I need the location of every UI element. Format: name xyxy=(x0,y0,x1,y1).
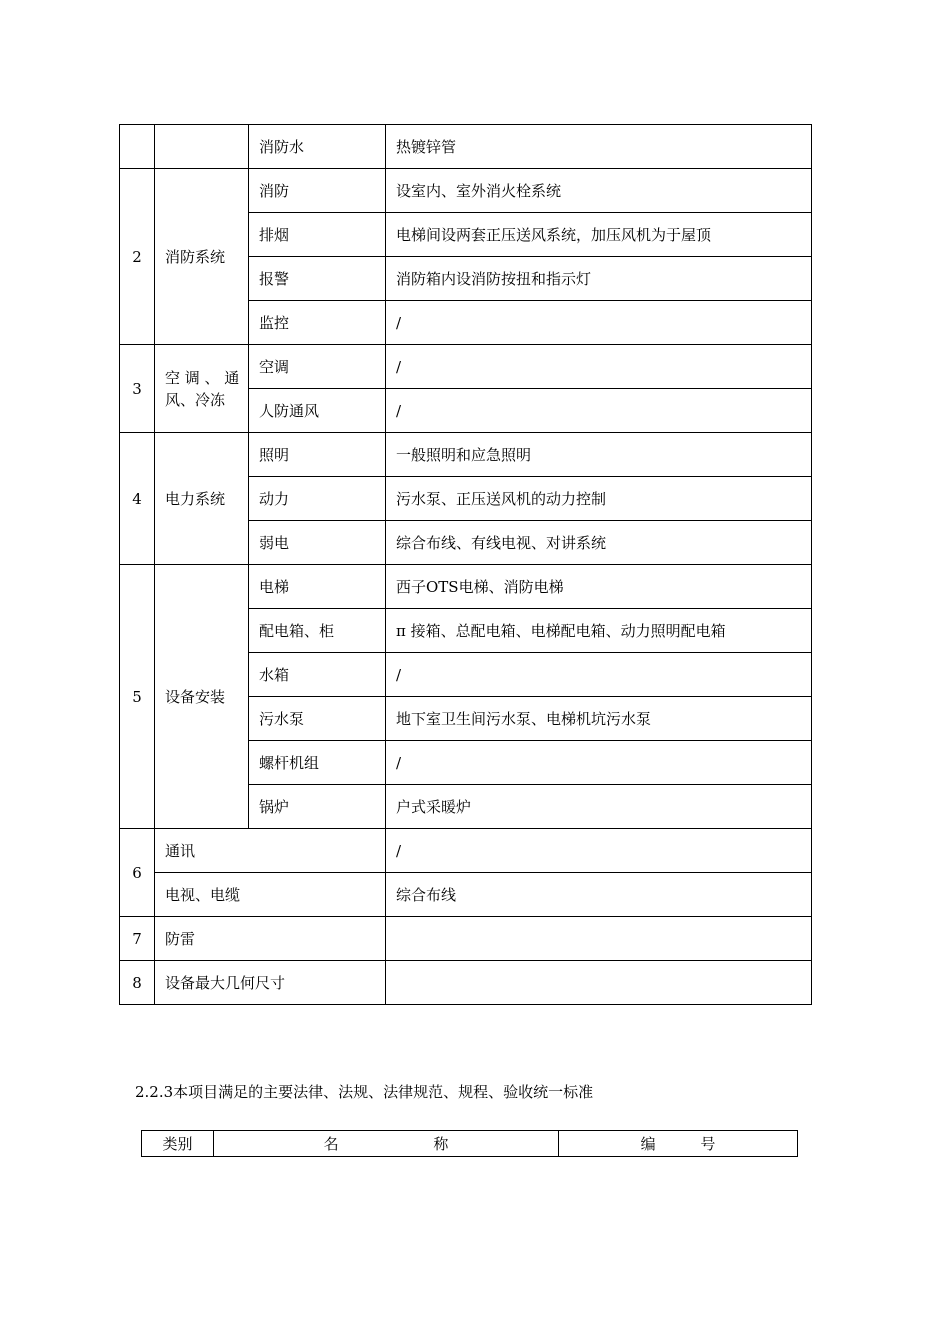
table-row xyxy=(120,961,812,1005)
subcategory-cell: 监控 xyxy=(249,301,386,345)
subcategory-cell: 报警 xyxy=(249,257,386,301)
category-cell: 电力系统 xyxy=(155,433,249,565)
column-header-name-label: 名 称 xyxy=(323,1135,449,1153)
category-cell: 通讯 xyxy=(155,829,386,873)
column-header-type: 类别 xyxy=(142,1131,214,1157)
description-cell: 设室内、室外消火栓系统 xyxy=(386,169,812,213)
column-header-code-label: 编 号 xyxy=(640,1135,716,1153)
table-row xyxy=(120,169,812,213)
description-cell: / xyxy=(386,829,812,873)
category-line: 风、冷冻 xyxy=(165,390,226,409)
description-cell: 西子OTS电梯、消防电梯 xyxy=(386,565,812,609)
subcategory-cell: 空调 xyxy=(249,345,386,389)
subcategory-cell: 消防水 xyxy=(249,125,386,169)
description-cell: / xyxy=(386,389,812,433)
description-cell: 综合布线、有线电视、对讲系统 xyxy=(386,521,812,565)
row-number: 3 xyxy=(120,345,155,433)
subcategory-cell: 人防通风 xyxy=(249,389,386,433)
row-number: 6 xyxy=(120,829,155,917)
category-cell xyxy=(155,345,249,433)
description-cell: 户式采暖炉 xyxy=(386,785,812,829)
table-row xyxy=(120,829,812,873)
table-row xyxy=(120,873,812,917)
description-cell: 综合布线 xyxy=(386,873,812,917)
systems-table xyxy=(119,124,812,1005)
category-cell: 防雷 xyxy=(155,917,386,961)
category-cell: 电视、电缆 xyxy=(155,873,386,917)
subcategory-cell: 消防 xyxy=(249,169,386,213)
column-header-name xyxy=(214,1131,559,1157)
subcategory-cell: 水箱 xyxy=(249,653,386,697)
row-number: 8 xyxy=(120,961,155,1005)
table-header-row xyxy=(142,1131,798,1157)
table-row xyxy=(120,917,812,961)
description-cell: / xyxy=(386,345,812,389)
category-cell: 消防系统 xyxy=(155,169,249,345)
column-header-code xyxy=(559,1131,798,1157)
category-line: 空 调 、 通 xyxy=(165,368,240,387)
standards-table xyxy=(141,1130,798,1157)
row-number: 7 xyxy=(120,917,155,961)
table-row xyxy=(120,345,812,389)
row-number: 2 xyxy=(120,169,155,345)
category-cell: 设备安装 xyxy=(155,565,249,829)
subcategory-cell: 锅炉 xyxy=(249,785,386,829)
table-row xyxy=(120,433,812,477)
subcategory-cell: 排烟 xyxy=(249,213,386,257)
subcategory-cell: 动力 xyxy=(249,477,386,521)
description-cell: 地下室卫生间污水泵、电梯机坑污水泵 xyxy=(386,697,812,741)
table-row xyxy=(120,565,812,609)
subcategory-cell: 污水泵 xyxy=(249,697,386,741)
description-cell: 污水泵、正压送风机的动力控制 xyxy=(386,477,812,521)
description-cell: π 接箱、总配电箱、电梯配电箱、动力照明配电箱 xyxy=(386,609,812,653)
description-cell: 电梯间设两套正压送风系统，加压风机为于屋顶 xyxy=(386,213,812,257)
category-cell: 设备最大几何尺寸 xyxy=(155,961,386,1005)
subcategory-cell: 配电箱、柜 xyxy=(249,609,386,653)
description-cell: / xyxy=(386,301,812,345)
row-number xyxy=(120,125,155,169)
section-heading: 2.2.3本项目满足的主要法律、法规、法律规范、规程、验收统一标准 xyxy=(135,1083,594,1101)
subcategory-cell: 照明 xyxy=(249,433,386,477)
description-cell: 热镀锌管 xyxy=(386,125,812,169)
description-cell: / xyxy=(386,653,812,697)
subcategory-cell: 弱电 xyxy=(249,521,386,565)
row-number: 5 xyxy=(120,565,155,829)
subcategory-cell: 电梯 xyxy=(249,565,386,609)
description-cell: 消防箱内设消防按扭和指示灯 xyxy=(386,257,812,301)
row-number: 4 xyxy=(120,433,155,565)
table-row xyxy=(120,125,812,169)
description-cell: 一般照明和应急照明 xyxy=(386,433,812,477)
description-cell xyxy=(386,961,812,1005)
description-cell: / xyxy=(386,741,812,785)
subcategory-cell: 螺杆机组 xyxy=(249,741,386,785)
description-cell xyxy=(386,917,812,961)
category-cell xyxy=(155,125,249,169)
